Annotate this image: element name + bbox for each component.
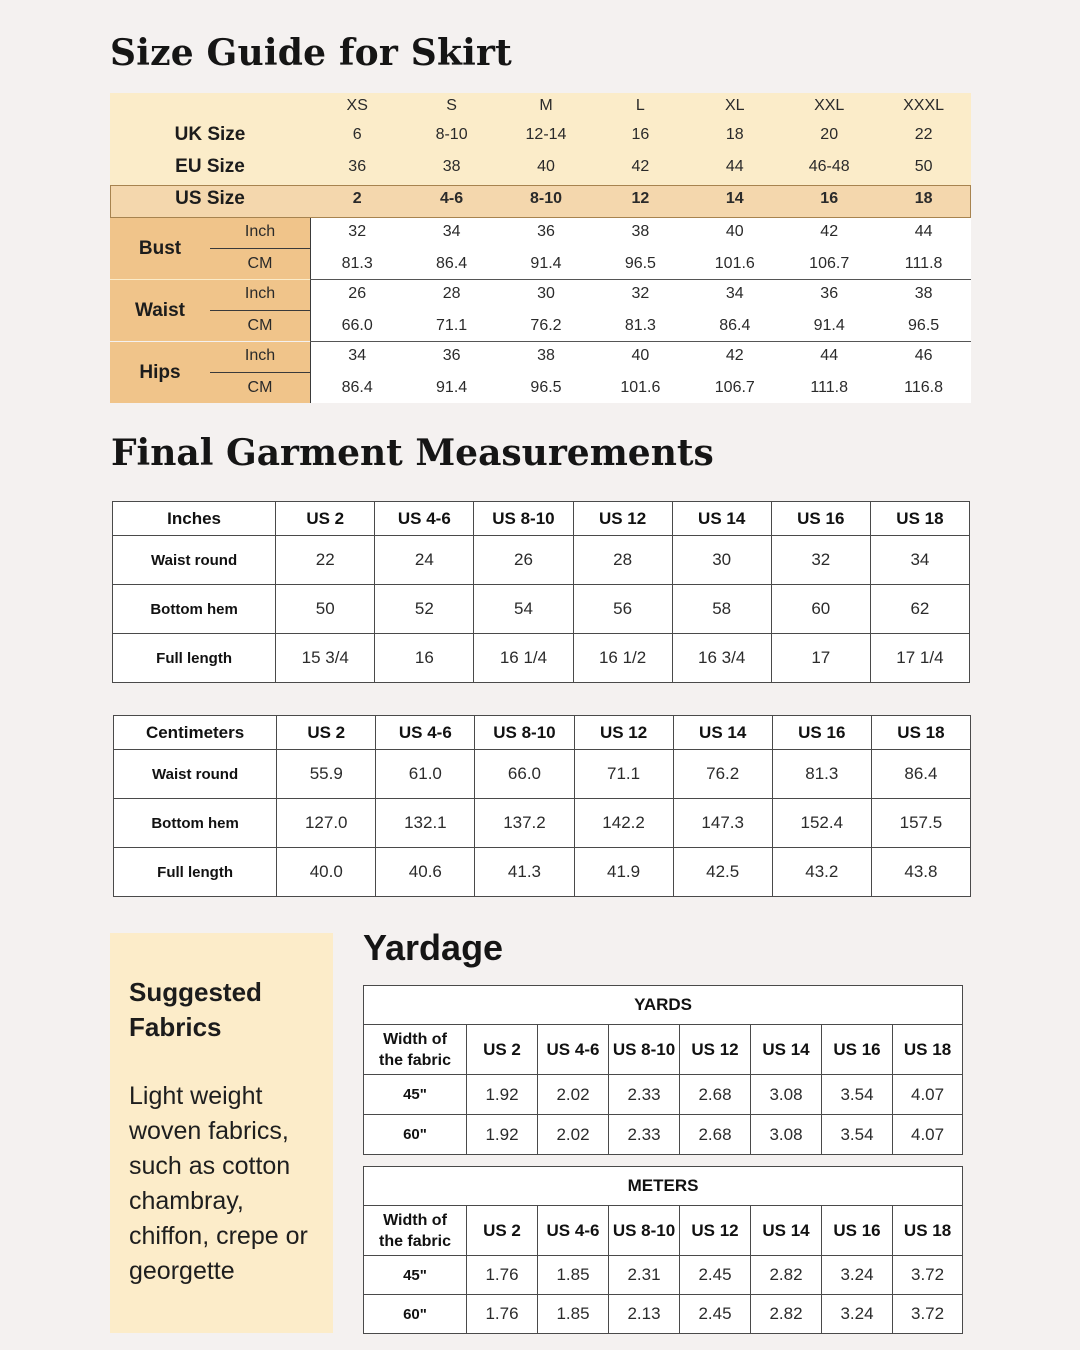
measurement-value: 34 (725, 285, 744, 302)
size-column-header: US 16 (822, 1025, 893, 1075)
size-column-header: US 12 (680, 1206, 751, 1256)
table-cell-value: 16 3/4 (672, 634, 771, 683)
table-row (364, 1075, 963, 1115)
uk-size-value: 18 (725, 126, 744, 143)
eu-size-value: 50 (914, 158, 933, 175)
table-header-row (114, 716, 971, 750)
table-cell-value: 16 1/2 (573, 634, 672, 683)
eu-size-value: 40 (537, 158, 555, 175)
size-column-header: US 12 (680, 1025, 751, 1075)
table-cell-value: 43.8 (871, 848, 970, 897)
measurement-name: Hips (139, 362, 181, 383)
uk-size-value: 16 (631, 126, 650, 143)
table-corner-header: Width of the fabric (364, 1206, 467, 1256)
size-column-header: US 8-10 (474, 502, 573, 536)
size-column-header: US 14 (672, 502, 771, 536)
table-caption: YARDS (364, 986, 963, 1025)
measurement-value: 86.4 (341, 379, 373, 396)
table-cell-value: 2.02 (538, 1075, 609, 1115)
table-cell-value: 2.31 (609, 1256, 680, 1295)
measurement-divider (210, 310, 310, 311)
table-cell-value: 66.0 (475, 750, 574, 799)
table-cell-value: 15 3/4 (276, 634, 375, 683)
size-column-header: US 8-10 (609, 1025, 680, 1075)
table-cell-value: 3.08 (751, 1115, 822, 1155)
uk-size-value: 8-10 (435, 126, 468, 143)
table-cell-value: 3.24 (822, 1295, 893, 1334)
table-cell-value: 3.54 (822, 1115, 893, 1155)
measurement-value: 111.8 (904, 255, 943, 272)
table-header-row (364, 1206, 963, 1256)
measurement-unit: Inch (244, 223, 276, 240)
table-header-row (113, 502, 970, 536)
measurement-value: 32 (631, 285, 650, 302)
uk-size-value: 22 (914, 126, 933, 143)
measurement-col-divider (404, 372, 405, 373)
size-guide-title: Size Guide for Skirt (110, 32, 512, 74)
measurement-value: 96.5 (530, 379, 562, 396)
suggested-fabrics-title: Suggested Fabrics (129, 977, 262, 1042)
size-column-header: US 14 (751, 1025, 822, 1075)
table-row (113, 536, 970, 585)
table-cell-value: 52 (375, 585, 474, 634)
table-header-row (364, 1025, 963, 1075)
table-cell-value: 40.0 (277, 848, 376, 897)
table-row (113, 634, 970, 683)
measurement-value: 36 (820, 285, 839, 302)
measurement-value: 44 (820, 347, 839, 364)
table-cell-value: 40.6 (376, 848, 475, 897)
measurement-value: 101.6 (714, 255, 755, 272)
table-cell-value: 3.08 (751, 1075, 822, 1115)
measurement-value: 76.2 (530, 317, 562, 334)
measurement-group-waist (110, 280, 971, 341)
row-label: 45" (364, 1256, 467, 1295)
table-cell-value: 3.54 (822, 1075, 893, 1115)
table-cell-value: 62 (870, 585, 969, 634)
uk-size-value: 20 (820, 126, 839, 143)
table-cell-value: 43.2 (772, 848, 871, 897)
table-cell-value: 132.1 (376, 799, 475, 848)
table-cell-value: 1.85 (538, 1295, 609, 1334)
table-caption-row (364, 986, 963, 1025)
measurement-col-divider (876, 248, 877, 249)
eu-size-value: 42 (631, 158, 650, 175)
us-size-value: 16 (820, 190, 839, 207)
measurement-col-divider (782, 248, 783, 249)
table-cell-value: 86.4 (871, 750, 970, 799)
us-size-value: 4-6 (440, 190, 464, 207)
measurement-unit: Inch (244, 347, 276, 364)
table-cell-value: 34 (870, 536, 969, 585)
letter-size-label: L (635, 97, 645, 114)
size-column-header: US 2 (277, 716, 376, 750)
measurement-unit: CM (247, 317, 273, 334)
measurement-col-divider (782, 372, 783, 373)
table-cell-value: 76.2 (673, 750, 772, 799)
table-cell-value: 2.68 (680, 1115, 751, 1155)
measurement-group-bust (110, 218, 971, 279)
measurement-value: 91.4 (813, 317, 845, 334)
measurement-divider (210, 248, 310, 249)
table-row (364, 1295, 963, 1334)
table-cell-value: 24 (375, 536, 474, 585)
table-cell-value: 71.1 (574, 750, 673, 799)
table-row (364, 1256, 963, 1295)
measurement-value: 66.0 (341, 317, 373, 334)
measurement-group-hips (110, 342, 971, 403)
measurement-col-divider (593, 310, 594, 311)
table-cell-value: 30 (672, 536, 771, 585)
letter-size-label: M (539, 97, 553, 114)
measurement-value: 101.6 (620, 379, 661, 396)
size-column-header: US 4-6 (376, 716, 475, 750)
measurement-value: 81.3 (341, 255, 373, 272)
eu-size-label: EU Size (175, 156, 245, 177)
table-cell-value: 4.07 (893, 1075, 963, 1115)
measurement-name: Waist (135, 300, 185, 321)
yardage-yards-table (363, 985, 963, 1155)
measurement-unit: Inch (244, 285, 276, 302)
measurement-col-divider (404, 248, 405, 249)
table-cell-value: 2.82 (751, 1256, 822, 1295)
table-cell-value: 142.2 (574, 799, 673, 848)
letter-size-label: S (446, 97, 457, 114)
measurement-value: 26 (348, 285, 367, 302)
size-column-header: US 12 (574, 716, 673, 750)
letter-size-label: XL (725, 97, 745, 114)
table-cell-value: 26 (474, 536, 573, 585)
measurement-value: 86.4 (436, 255, 468, 272)
table-cell-value: 2.33 (609, 1115, 680, 1155)
measurement-col-divider (593, 372, 594, 373)
size-column-header: US 8-10 (475, 716, 574, 750)
table-cell-value: 2.45 (680, 1256, 751, 1295)
table-row (113, 585, 970, 634)
table-corner-header: Width of the fabric (364, 1025, 467, 1075)
table-cell-value: 2.13 (609, 1295, 680, 1334)
table-cell-value: 17 (771, 634, 870, 683)
table-cell-value: 152.4 (772, 799, 871, 848)
measurement-value: 42 (820, 223, 839, 240)
measurement-value: 38 (914, 285, 933, 302)
table-cell-value: 17 1/4 (870, 634, 969, 683)
row-label: Waist round (113, 536, 276, 585)
table-cell-value: 58 (672, 585, 771, 634)
table-cell-value: 3.72 (893, 1256, 963, 1295)
measurement-col-divider (499, 248, 500, 249)
table-cell-value: 1.92 (467, 1075, 538, 1115)
measurement-group-separator (310, 341, 971, 342)
table-corner-header: Centimeters (114, 716, 277, 750)
measurement-value: 96.5 (908, 317, 940, 334)
table-caption-row (364, 1167, 963, 1206)
size-column-header: US 16 (772, 716, 871, 750)
table-cell-value: 22 (276, 536, 375, 585)
measurement-value: 34 (348, 347, 367, 364)
table-cell-value: 56 (573, 585, 672, 634)
size-column-header: US 4-6 (538, 1206, 609, 1256)
measurement-value: 32 (348, 223, 367, 240)
size-column-header: US 2 (276, 502, 375, 536)
measurement-col-divider (404, 310, 405, 311)
us-size-label: US Size (175, 188, 245, 209)
us-size-value: 14 (725, 190, 744, 207)
us-size-value: 8-10 (529, 190, 562, 207)
table-cell-value: 54 (474, 585, 573, 634)
measurement-value: 111.8 (810, 379, 849, 396)
eu-size-value: 46-48 (808, 158, 850, 175)
measurement-value: 40 (631, 347, 650, 364)
size-column-header: US 18 (870, 502, 969, 536)
measurement-value: 38 (537, 347, 555, 364)
size-column-header: US 14 (673, 716, 772, 750)
table-cell-value: 2.45 (680, 1295, 751, 1334)
row-label: Bottom hem (113, 585, 276, 634)
measurement-value: 36 (537, 223, 555, 240)
suggested-fabrics-description: Light weight woven fabrics, such as cotton chambray, chiffon, crepe or georgette (129, 1082, 308, 1285)
suggested-fabrics-box (110, 933, 333, 1333)
table-cell-value: 41.9 (574, 848, 673, 897)
measurement-value: 86.4 (719, 317, 751, 334)
measurement-value: 28 (442, 285, 461, 302)
row-label: Waist round (114, 750, 277, 799)
yardage-meters-table (363, 1166, 963, 1334)
measurement-value: 116.8 (904, 379, 944, 396)
uk-size-value: 12-14 (525, 126, 567, 143)
measurement-value: 91.4 (436, 379, 468, 396)
measurement-value: 30 (537, 285, 555, 302)
size-column-header: US 16 (822, 1206, 893, 1256)
measurement-value: 106.7 (714, 379, 755, 396)
size-column-header: US 4-6 (375, 502, 474, 536)
measurement-name: Bust (138, 238, 182, 259)
row-label: 60" (364, 1295, 467, 1334)
table-cell-value: 4.07 (893, 1115, 963, 1155)
table-cell-value: 32 (771, 536, 870, 585)
table-cell-value: 42.5 (673, 848, 772, 897)
measurement-value: 71.1 (436, 317, 468, 334)
size-guide-table (110, 93, 971, 403)
uk-size-value: 6 (352, 126, 362, 143)
table-cell-value: 50 (276, 585, 375, 634)
yardage-title: Yardage (363, 927, 504, 968)
measurement-value: 81.3 (624, 317, 656, 334)
measurement-value: 40 (725, 223, 744, 240)
row-label: 45" (364, 1075, 467, 1115)
measurement-group-separator (310, 279, 971, 280)
size-column-header: US 2 (467, 1206, 538, 1256)
measurement-value: 44 (914, 223, 933, 240)
table-cell-value: 28 (573, 536, 672, 585)
table-cell-value: 1.76 (467, 1256, 538, 1295)
measurement-col-divider (688, 310, 689, 311)
size-column-header: US 14 (751, 1206, 822, 1256)
uk-size-label: UK Size (174, 124, 246, 145)
table-row (364, 1115, 963, 1155)
size-column-header: US 2 (467, 1025, 538, 1075)
us-size-value: 2 (352, 190, 362, 207)
table-cell-value: 1.76 (467, 1295, 538, 1334)
measurement-value: 42 (725, 347, 744, 364)
us-size-value: 12 (631, 190, 650, 207)
size-column-header: US 16 (771, 502, 870, 536)
measurement-value: 46 (914, 347, 933, 364)
table-row (114, 799, 971, 848)
table-cell-value: 1.85 (538, 1256, 609, 1295)
table-cell-value: 2.02 (538, 1115, 609, 1155)
measurement-value: 36 (442, 347, 461, 364)
table-caption: METERS (364, 1167, 963, 1206)
table-cell-value: 81.3 (772, 750, 871, 799)
us-size-value: 18 (914, 190, 933, 207)
measurement-unit: CM (247, 379, 273, 396)
table-cell-value: 2.82 (751, 1295, 822, 1334)
table-cell-value: 2.68 (680, 1075, 751, 1115)
row-label: Bottom hem (114, 799, 277, 848)
table-cell-value: 60 (771, 585, 870, 634)
garment-inches-table (112, 501, 970, 683)
table-cell-value: 3.72 (893, 1295, 963, 1334)
size-column-header: US 8-10 (609, 1206, 680, 1256)
garment-measurements-title: Final Garment Measurements (111, 432, 714, 474)
measurement-value: 96.5 (624, 255, 656, 272)
size-column-header: US 12 (573, 502, 672, 536)
letter-size-label: XXXL (903, 97, 945, 114)
eu-size-value: 36 (348, 158, 367, 175)
measurement-col-divider (499, 372, 500, 373)
table-cell-value: 16 1/4 (474, 634, 573, 683)
letter-size-label: XXL (814, 97, 845, 114)
eu-size-value: 38 (442, 158, 461, 175)
table-cell-value: 137.2 (475, 799, 574, 848)
row-label: Full length (114, 848, 277, 897)
table-cell-value: 157.5 (871, 799, 970, 848)
size-column-header: US 18 (893, 1025, 963, 1075)
measurement-col-divider (782, 310, 783, 311)
measurement-col-divider (688, 248, 689, 249)
table-cell-value: 41.3 (475, 848, 574, 897)
measurement-value: 91.4 (530, 255, 562, 272)
garment-cm-table (113, 715, 971, 897)
table-cell-value: 61.0 (376, 750, 475, 799)
letter-size-label: XS (346, 97, 368, 114)
size-column-header: US 18 (871, 716, 970, 750)
measurement-unit: CM (247, 255, 273, 272)
row-label: 60" (364, 1115, 467, 1155)
row-label: Full length (113, 634, 276, 683)
measurement-col-divider (688, 372, 689, 373)
table-cell-value: 127.0 (277, 799, 376, 848)
table-cell-value: 147.3 (673, 799, 772, 848)
table-cell-value: 2.33 (609, 1075, 680, 1115)
measurement-value: 106.7 (809, 255, 850, 272)
table-cell-value: 1.92 (467, 1115, 538, 1155)
measurement-divider (210, 372, 310, 373)
measurement-value: 34 (442, 223, 461, 240)
table-cell-value: 16 (375, 634, 474, 683)
table-corner-header: Inches (113, 502, 276, 536)
size-column-header: US 4-6 (538, 1025, 609, 1075)
measurement-col-divider (876, 310, 877, 311)
measurement-col-divider (593, 248, 594, 249)
table-row (114, 750, 971, 799)
measurement-col-divider (499, 310, 500, 311)
table-cell-value: 3.24 (822, 1256, 893, 1295)
measurement-col-divider (876, 372, 877, 373)
table-cell-value: 55.9 (277, 750, 376, 799)
table-row (114, 848, 971, 897)
measurement-value: 38 (631, 223, 650, 240)
eu-size-value: 44 (725, 158, 744, 175)
size-column-header: US 18 (893, 1206, 963, 1256)
